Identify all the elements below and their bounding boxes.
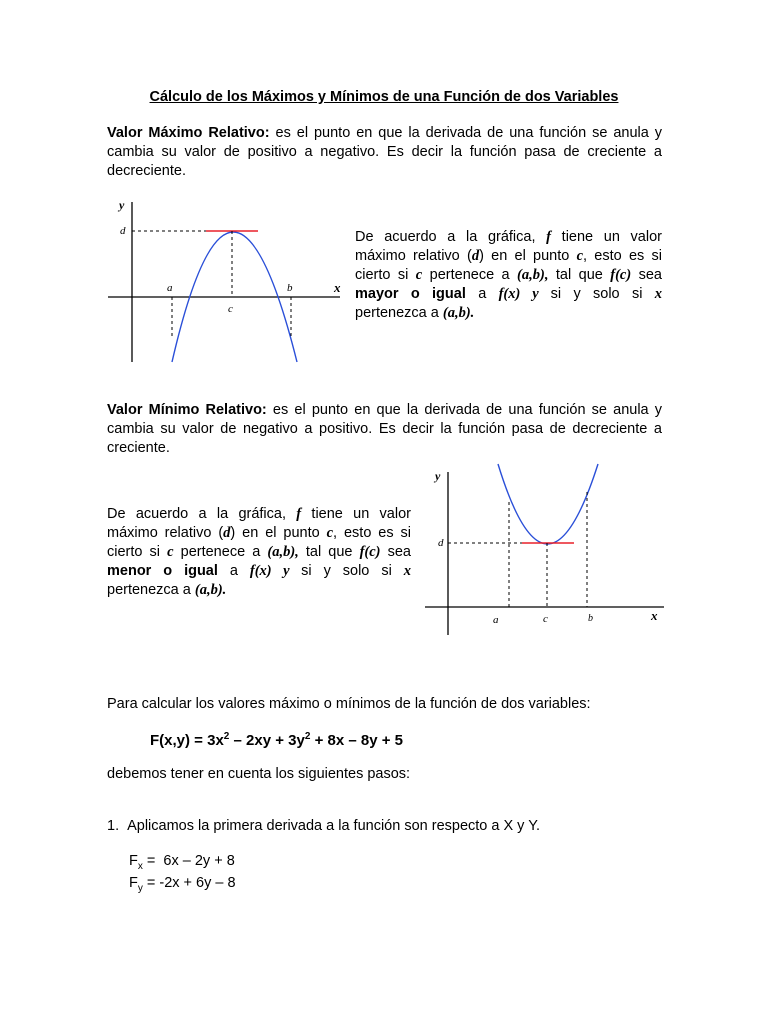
step-1 — [107, 817, 540, 836]
text-fragment: pertenece a — [173, 544, 268, 560]
y-label: y — [119, 198, 125, 212]
min-definition — [107, 401, 662, 458]
a-label: a — [167, 282, 173, 294]
text-fragment: , esto es si — [333, 525, 411, 541]
min-explanation — [107, 505, 411, 600]
text-fragment: pertenezca a — [355, 305, 443, 321]
max-lead: Valor Máximo Relativo: — [107, 125, 270, 141]
steps-intro: debemos tener en cuenta los siguientes pasos: — [107, 766, 411, 782]
derivative-fx — [129, 853, 236, 875]
x-label: x — [651, 608, 658, 623]
max-graph — [100, 192, 350, 364]
text-fragment: tiene un valor — [551, 229, 662, 245]
c-label: c — [228, 303, 233, 315]
b-label: b — [287, 282, 293, 294]
min-graph — [420, 462, 670, 638]
x-symbol: x — [654, 286, 662, 302]
max-explanation — [355, 228, 662, 323]
max-text: es el punto en que la derivada de una función se anula y cambia su valor de positivo a negativo. Es decir la función pasa de creciente a decreciente. — [107, 125, 662, 179]
fc-symbol: f(c) — [359, 544, 381, 560]
text-fragment: si y solo si — [550, 286, 655, 302]
step-number: 1. — [107, 818, 120, 834]
page-title: Cálculo de los Máximos y Mínimos de una Función de dos Variables — [149, 89, 619, 105]
text-fragment: ) en el punto — [479, 248, 577, 264]
ab-symbol: (a,b), — [517, 267, 549, 283]
text-fragment: pertenece a — [422, 267, 518, 283]
min-lead: Valor Mínimo Relativo: — [107, 402, 267, 418]
f-symbol: f — [546, 229, 551, 245]
main-equation — [150, 731, 403, 749]
text-fragment: tal que — [298, 544, 360, 560]
d-label: d — [438, 537, 444, 549]
equation-part: + 8x – 8y + 5 — [310, 732, 403, 749]
text-fragment: a — [217, 563, 250, 579]
derivative-rest: = 6x – 2y + 8 — [142, 853, 235, 869]
equation-exponent: 2 — [223, 731, 230, 742]
text-fragment: sea — [631, 267, 662, 283]
text-fragment: si y solo si — [301, 563, 404, 579]
y-symbol: y — [520, 286, 551, 302]
y-symbol: y — [271, 563, 302, 579]
text-fragment: máximo relativo ( — [355, 248, 472, 264]
ab-symbol: (a,b), — [267, 544, 299, 560]
text-fragment: cierto si — [355, 267, 416, 283]
equation-exponent: 2 — [304, 731, 311, 742]
equation-part: – 2xy + 3y — [229, 732, 305, 749]
equation-part: F(x,y) = 3x — [150, 732, 224, 749]
f-symbol: f — [296, 506, 302, 522]
fc-symbol: f(c) — [610, 267, 632, 283]
c-symbol: c — [415, 267, 423, 283]
derivative-base: F — [129, 874, 138, 891]
calc-intro: Para calcular los valores máximo o mínimos de la función de dos variables: — [107, 696, 591, 712]
mayor-o-igual: mayor o igual — [355, 286, 466, 302]
menor-o-igual: menor o igual — [107, 563, 218, 579]
d-symbol: d — [223, 525, 231, 541]
text-fragment: De acuerdo a la gráfica, — [355, 229, 547, 245]
c-symbol: c — [576, 248, 584, 264]
c-label: c — [543, 613, 548, 625]
c-symbol: c — [326, 525, 334, 541]
derivative-sub: x — [137, 860, 143, 872]
x-label: x — [334, 280, 341, 295]
c-symbol: c — [167, 544, 174, 560]
text-fragment: tiene un valor — [301, 506, 411, 522]
text-fragment: cierto si — [107, 544, 168, 560]
min-text: es el punto en que la derivada de una función se anula y cambia su valor de negativo a positivo. Es decir la función pasa de decreciente a creciente. — [107, 402, 663, 456]
text-fragment: pertenezca a — [107, 582, 195, 598]
x-symbol: x — [403, 563, 411, 579]
step-text: Aplicamos la primera derivada a la función son respecto a X y Y. — [127, 818, 541, 834]
fx-symbol: f(x) — [498, 286, 521, 302]
y-label: y — [435, 469, 441, 483]
derivatives — [129, 853, 236, 897]
derivative-rest: = -2x + 6y – 8 — [142, 874, 236, 891]
text-fragment: tal que — [548, 267, 611, 283]
text-fragment: sea — [380, 544, 411, 560]
text-fragment: , esto es si — [583, 248, 662, 264]
d-symbol: d — [471, 248, 480, 264]
text-fragment: a — [465, 286, 499, 302]
d-label: d — [120, 225, 126, 237]
a-label: a — [493, 614, 499, 626]
derivative-sub: y — [137, 882, 143, 894]
ab-symbol: (a,b). — [194, 582, 227, 598]
min-curve — [498, 464, 598, 544]
text-fragment: ) en el punto — [230, 525, 327, 541]
fx-symbol: f(x) — [249, 563, 272, 579]
text-fragment: máximo relativo ( — [107, 525, 224, 541]
b-label: b — [588, 613, 593, 624]
derivative-fy — [129, 875, 236, 897]
ab-symbol: (a,b). — [442, 305, 475, 321]
max-definition — [107, 124, 662, 181]
derivative-base: F — [129, 853, 138, 869]
text-fragment: De acuerdo a la gráfica, — [107, 506, 297, 522]
